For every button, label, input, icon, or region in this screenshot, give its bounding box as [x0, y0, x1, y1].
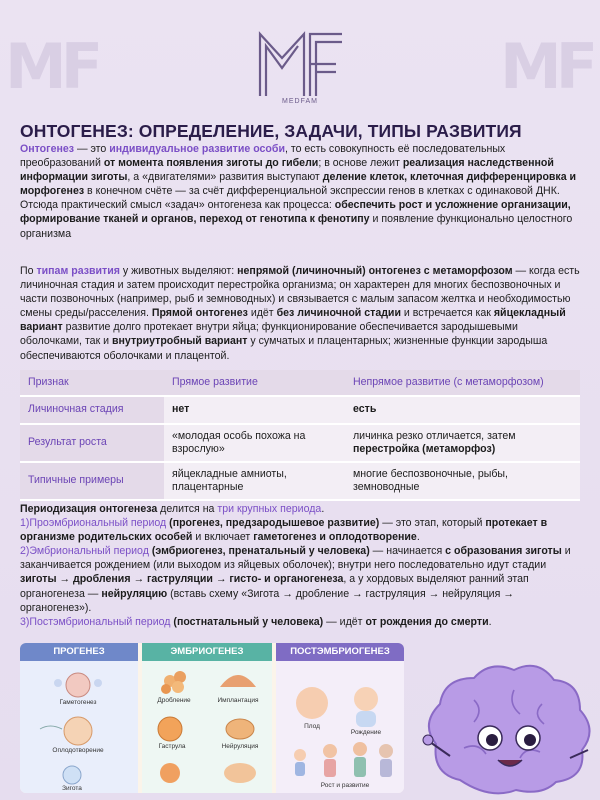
definition-paragraph: Онтогенез — это индивидуальное развитие особи, то есть совокупность её последовательных преобразований от момента появления зиготы до гибели; в основе лежит реализация наследственной информации зиготы, а «двигателями» развития выступают деление клеток, клеточная дифференцировка и морфогенез в конечном счёте — за счёт дифференциальной экспрессии генов в клетках с одинаковой ДНК. Отсюда практический смысл «задач» онтогенеза как процесса: обеспечить рост и усложнение организации, формирование тканей и органов, переход от генотипа к фенотипу и появление функционально целостного организма [20, 143, 577, 240]
table-row [20, 462, 580, 500]
neurulation-icon [226, 719, 254, 739]
table-cell: Типичные примеры [20, 462, 164, 500]
page-title: ОНТОГЕНЕЗ: ОПРЕДЕЛЕНИЕ, ЗАДАЧИ, ТИПЫ РАЗВИТИЯ [20, 121, 522, 141]
watermark-logo-left: MF [5, 30, 98, 103]
caption: Оплодотворение [52, 747, 104, 754]
band-embryogenesis: ЭМБРИОГЕНЕЗ [142, 643, 272, 661]
periodization-intro: Периодизация онтогенеза делится на три крупных периода. [20, 503, 325, 515]
term-ontogenesis: Онтогенез [20, 143, 75, 155]
caption: Нейруляция [221, 743, 259, 750]
period-2: 2)Эмбриональный период (эмбриогенез, пренатальный у человека) — начинается с образования зиготы и заканчивается рождением (или выходом из яйцевых оболочек); внутри него последовательно идут стадии зиготы → дробления → гаструляции → гисто- и органогенеза, а у хордовых выделяют ранний этап органогенеза — нейруляцию (вставь схему «Зигота → дробление → гаструляция → нейруляция → органогенез»). [20, 545, 571, 614]
watermark-logo-right: MF [500, 30, 593, 103]
caption: Рост и развитие [320, 782, 370, 789]
table-cell: многие беспозвоночные, рыбы, земноводные [345, 462, 580, 500]
period-1: 1)Проэмбриональный период (прогенез, предзародышевое развитие) — это этап, который протекает в организме родительских особей и включает гаметогенез и оплодотворение. [20, 517, 548, 544]
table-cell: Результат роста [20, 424, 164, 462]
table-header: Непрямое развитие (с метаморфозом) [345, 370, 580, 396]
caption: Дробление [157, 697, 191, 704]
table-cell: «молодая особь похожа на взрослую» [164, 424, 345, 462]
table-header: Признак [20, 370, 164, 396]
gamete-icon [66, 673, 90, 697]
table-row [20, 424, 580, 462]
development-types-paragraph: По типам развития у животных выделяют: непрямой (личиночный) онтогенез с метаморфозом — когда есть личиночная стадия и затем происходит перестройка организма; он характерен для многих беспозвоночных и части позвоночных (например, рыб и земноводных) и связывается с малым запасом желтка и необходимостью смены среды/расселения. Прямой онтогенез идёт без личиночной стадии и встречается как яйцекладный вариант развитие долго протекает внутри яйца; функционирование обеспечивается зародышевыми оболочками, так и внутриутробный вариант у сумчатых и плацентарных; жизненные функции зародыша обеспечиваются оболочками и плацентой. [20, 265, 580, 362]
fertilization-icon [64, 717, 92, 745]
caption: Гаструла [158, 743, 186, 750]
people-icon [294, 749, 306, 761]
caption: Рождение [350, 729, 382, 736]
ontogenesis-infographic [20, 643, 404, 793]
caption: Гаметогенез [59, 699, 97, 706]
mf-logo-icon [252, 28, 348, 100]
table-row [20, 396, 580, 424]
medfam-logo [248, 28, 352, 118]
brain-mascot-icon [420, 660, 595, 798]
baby-icon [354, 687, 378, 711]
caption: Имплантация [217, 697, 259, 704]
period-3: 3)Постэмбриональный период (постнатальный у человека) — идёт от рождения до смерти. [20, 615, 492, 628]
band-progenesis: ПРОГЕНЕЗ [20, 643, 138, 661]
table-cell: яйцекладные амниоты, плацентарные [164, 462, 345, 500]
table-cell: Личиночная стадия [20, 396, 164, 424]
band-postembryogenesis: ПОСТЭМБРИОГЕНЕЗ [276, 643, 404, 661]
table-header: Прямое развитие [164, 370, 345, 396]
table-cell: нет [164, 396, 345, 424]
fetus-icon [296, 687, 328, 719]
brand-name: MEDFAM [282, 98, 318, 105]
table-header-row [20, 370, 580, 396]
table-cell: есть [345, 396, 580, 424]
comparison-table [20, 370, 580, 501]
table-cell: личинка резко отличается, затем перестройка (метаморфоз) [345, 424, 580, 462]
zygote-icon [63, 766, 81, 784]
gastrula-icon [158, 717, 182, 741]
caption: Плод [304, 723, 320, 730]
caption: Зигота [62, 785, 82, 792]
periodization-section [20, 502, 580, 629]
infographic-illustrations [20, 643, 404, 793]
